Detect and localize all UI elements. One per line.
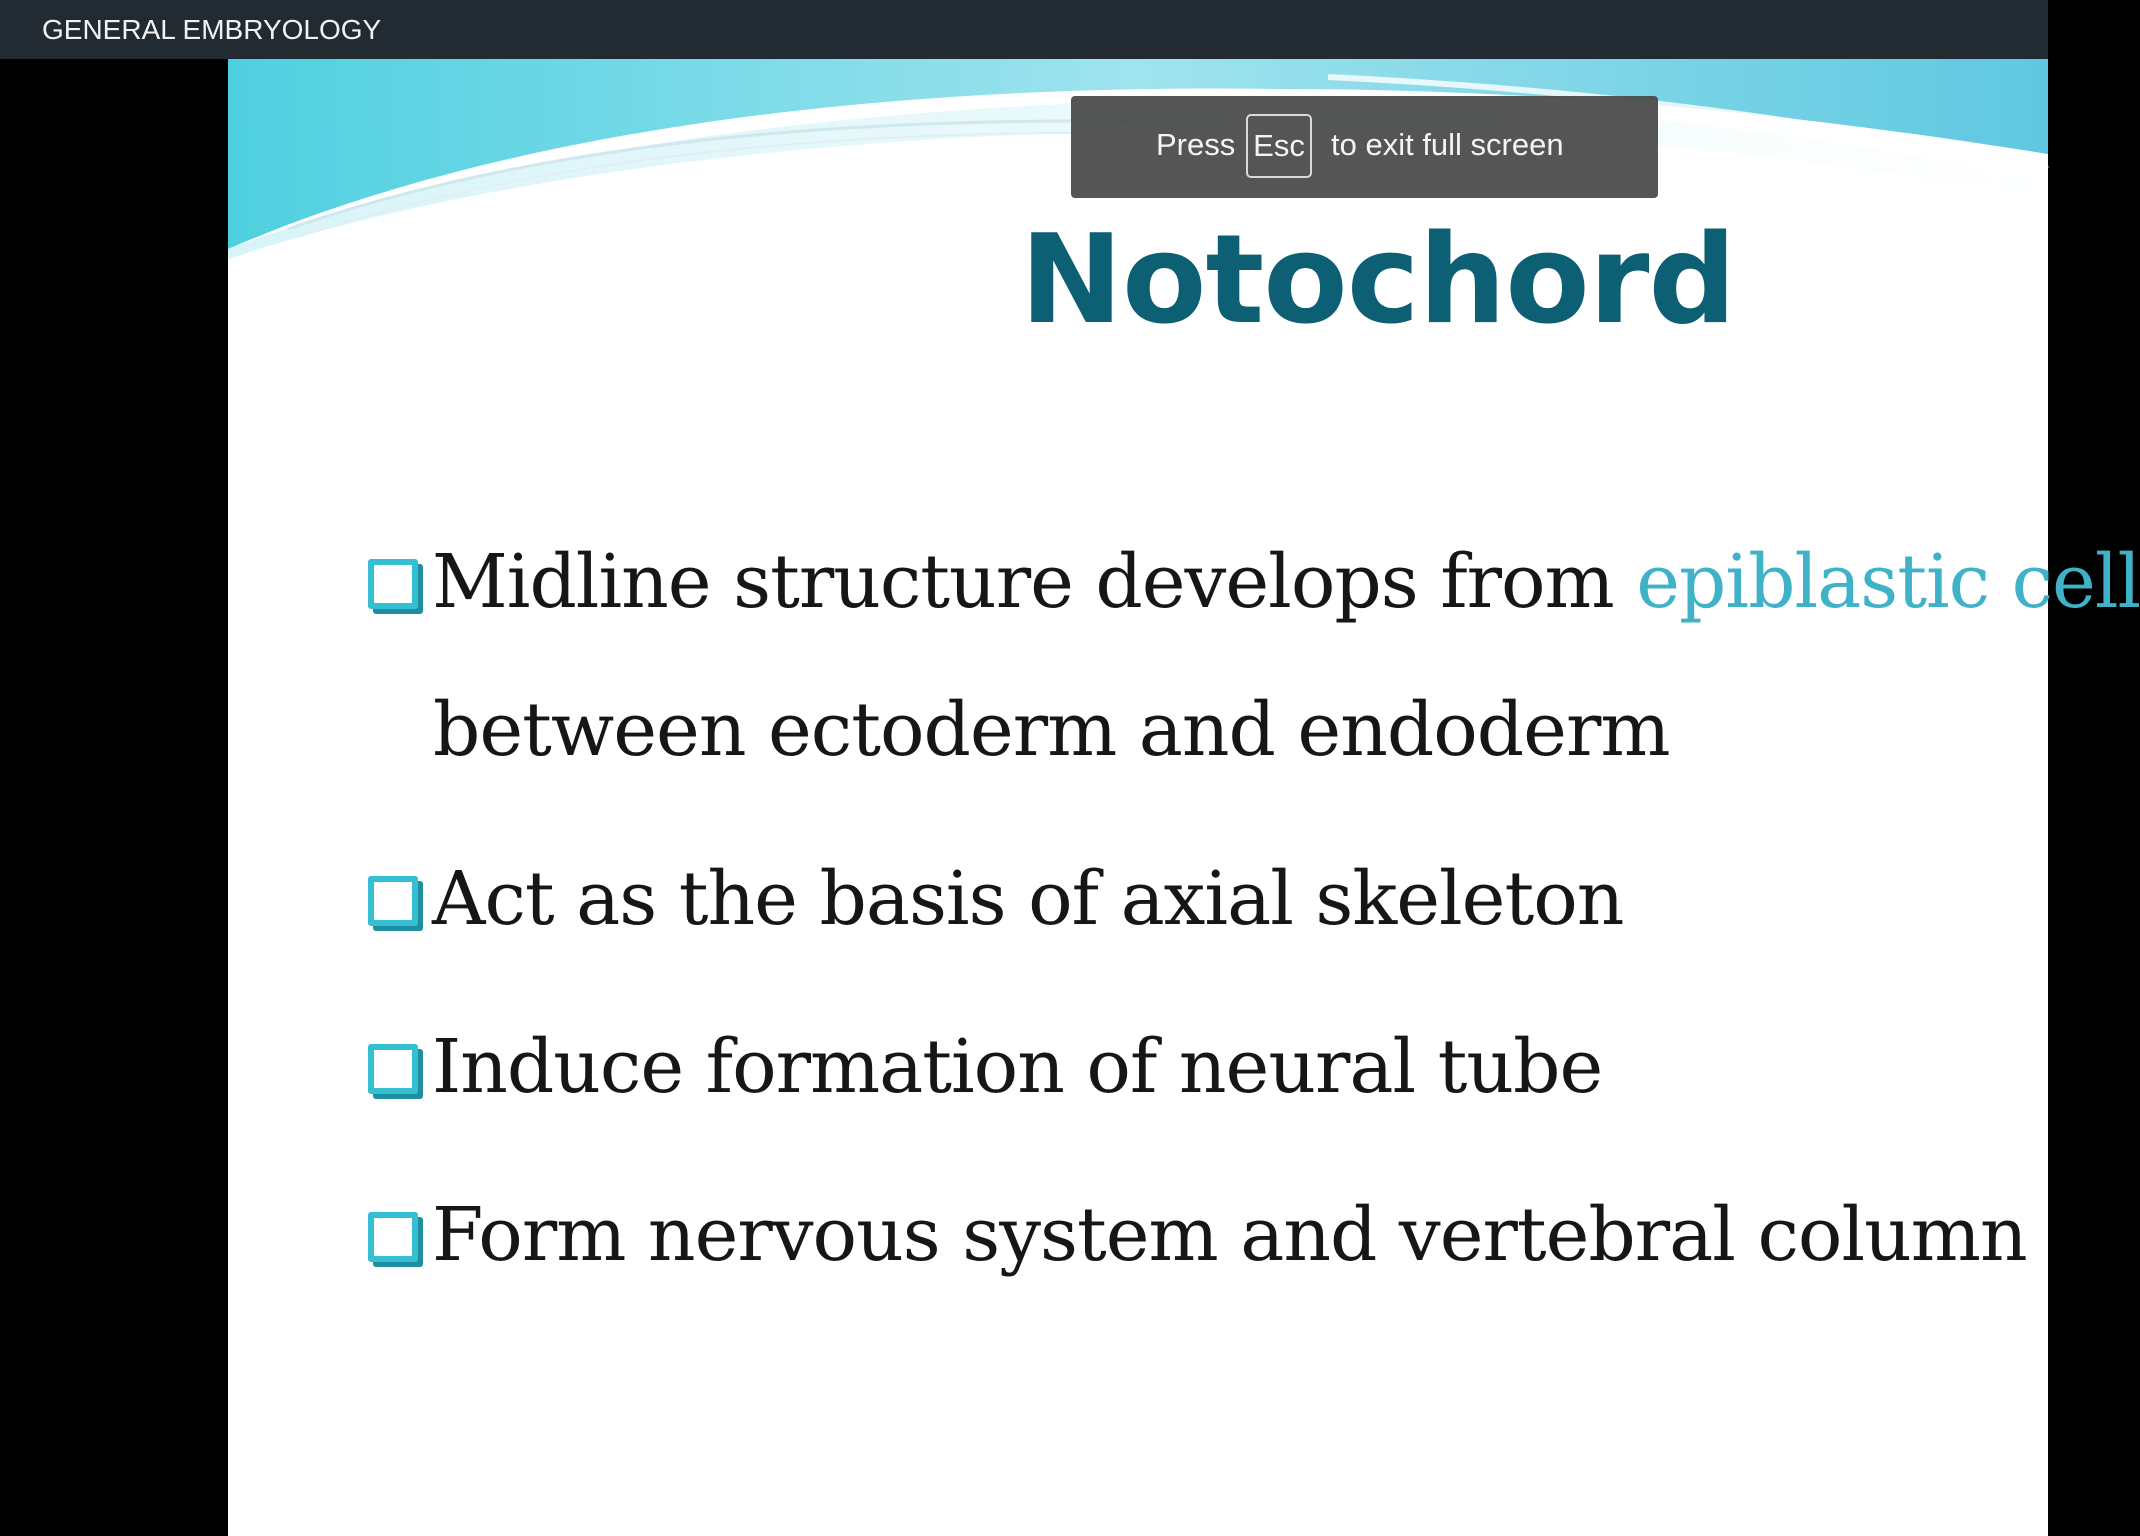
bullet-item	[368, 539, 2140, 625]
checkbox-bullet-icon	[368, 559, 418, 609]
notice-press-text: Press	[1156, 127, 1236, 162]
notice-exit-text: to exit full screen	[1331, 127, 1564, 162]
bullet-item	[368, 856, 1623, 942]
bullet-continuation: between ectoderm and endoderm	[433, 687, 1670, 773]
checkbox-bullet-icon	[368, 876, 418, 926]
title-bar	[0, 0, 2048, 59]
checkbox-bullet-icon	[368, 1212, 418, 1262]
bullet-text: Midline structure develops from	[432, 539, 1637, 625]
bullet-item	[368, 1192, 2027, 1278]
checkbox-bullet-icon	[368, 1044, 418, 1094]
fullscreen-exit-notice	[1071, 96, 1658, 198]
bullet-accent-text: epiblastic cell	[1636, 539, 2140, 625]
presentation-slide	[228, 59, 2140, 1536]
window-title: GENERAL EMBRYOLOGY	[42, 14, 382, 45]
bullet-text: Act as the basis of axial skeleton	[432, 856, 1624, 942]
bullet-text: Form nervous system and vertebral column	[432, 1192, 2027, 1278]
esc-key-badge: Esc	[1246, 114, 1312, 178]
bullet-text: Induce formation of neural tube	[432, 1024, 1603, 1110]
bullet-item	[368, 1024, 1602, 1110]
slide-title: Notochord	[1020, 209, 1736, 352]
